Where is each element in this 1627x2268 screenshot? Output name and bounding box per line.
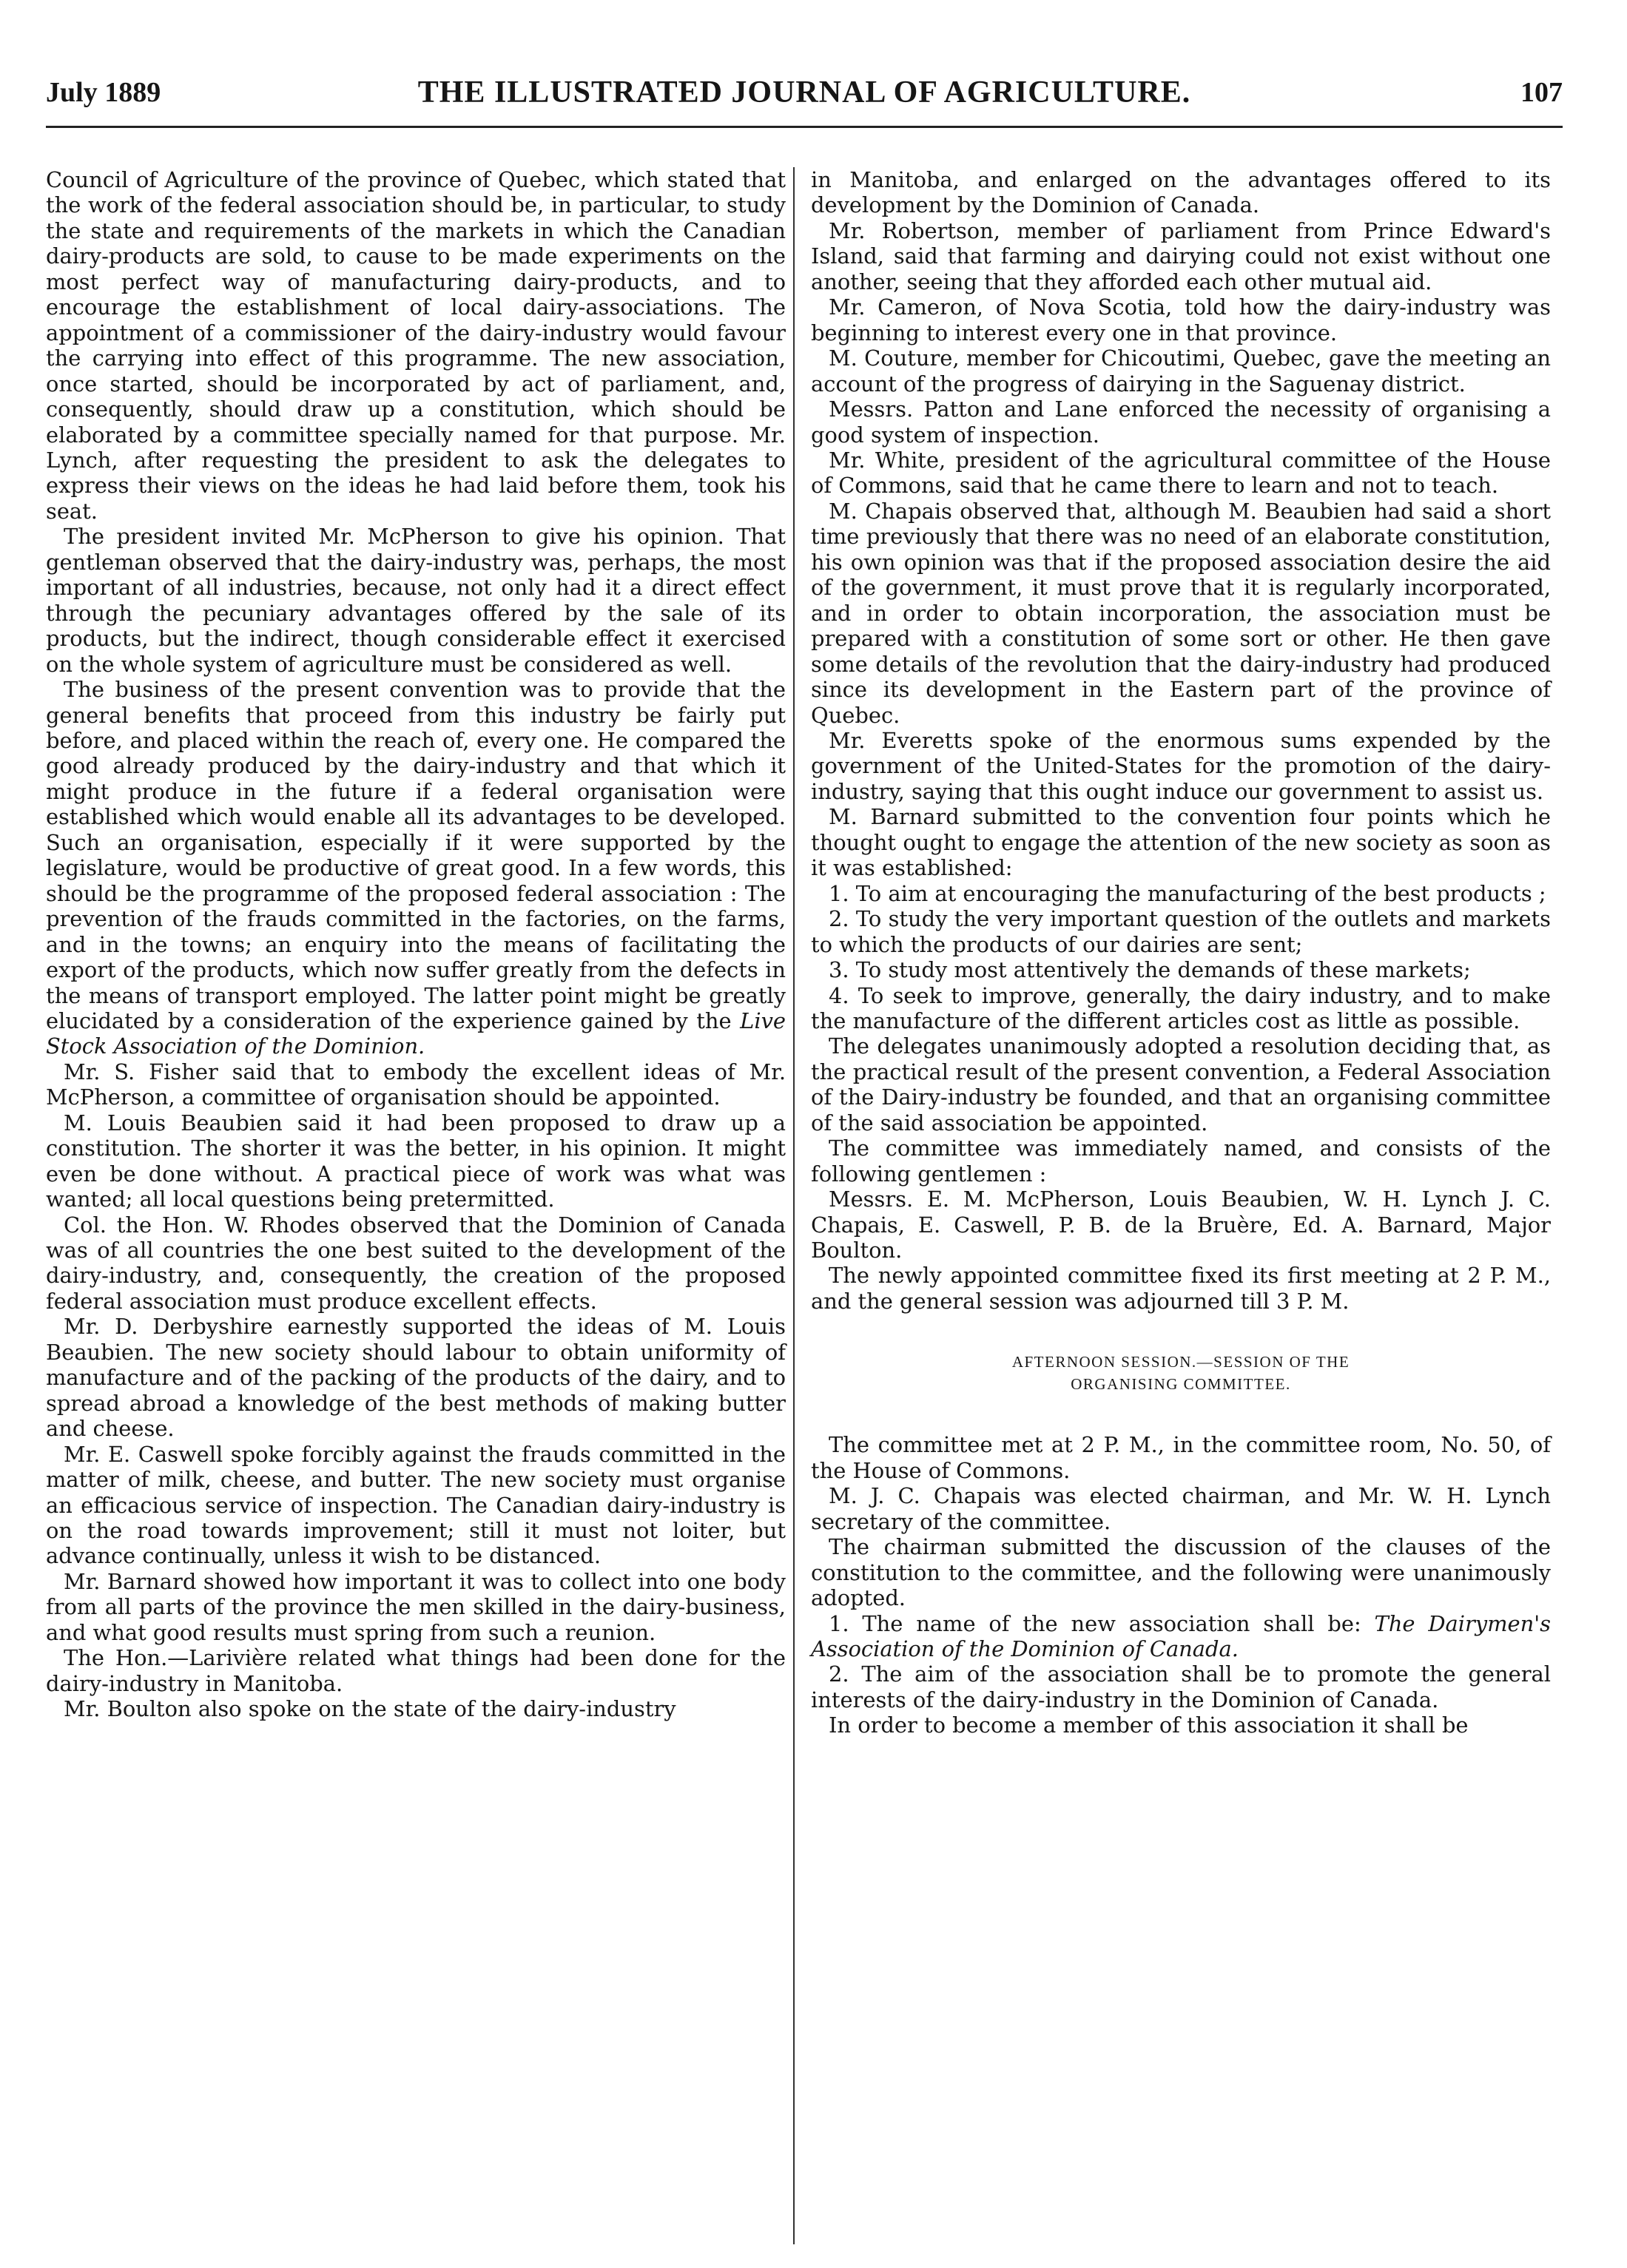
paragraph: Mr. Boulton also spoke on the state of the dairy-industry xyxy=(64,1696,676,1722)
paragraph: Mr. S. Fisher said that to embody the excellent ideas of Mr. McPherson, a committee of organisation should be appointed. xyxy=(46,1059,786,1110)
paragraph: The Hon.—Larivière related what things had been done for the dairy-industry in Manitoba. xyxy=(46,1645,786,1696)
page-header xyxy=(46,74,1563,111)
paragraph: Mr. Cameron, of Nova Scotia, told how the dairy-industry was beginning to interest every one in that province. xyxy=(811,294,1551,345)
paragraph-text: 1. The name of the new association shall be: xyxy=(829,1610,1375,1636)
paragraph: The committee was immediately named, and consists of the following gentlemen : xyxy=(811,1135,1551,1187)
paragraph: in Manitoba, and enlarged on the advantages offered to its development by the Dominion of Canada. xyxy=(811,167,1551,218)
page-number: 107 xyxy=(1520,77,1563,108)
paragraph: The delegates unanimously adopted a resolution deciding that, as the practical result of the present convention, a Federal Association of the Dairy-industry be founded, and that an organising committee of the said association be appointed. xyxy=(811,1033,1551,1135)
list-item: 2. To study the very important question of the outlets and markets to which the products of our dairies are sent; xyxy=(811,906,1551,957)
paragraph: Council of Agriculture of the province of Quebec, which stated that the work of the federal association should be, in particular, to study the state and requirements of the markets in which the Canadian dairy-products are sold, to cause to be made experiments on the most perfect way of manufacturing dairy-products, and to encourage the establishment of local dairy-associations. The appointment of a commissioner of the dairy-industry would favour the carrying into effect of this programme. The new association, once started, should be incorporated by act of parliament, and, consequently, should draw up a constitution, which should be elaborated by a committee specially named for that purpose. Mr. Lynch, after requesting the president to ask the delegates to express their views on the ideas he had laid before them, took his seat. xyxy=(46,167,786,524)
paragraph: Mr. Everetts spoke of the enormous sums expended by the government of the United-States for the promotion of the dairy-industry, saying that this ought induce our government to assist us. xyxy=(811,727,1551,804)
right-column xyxy=(811,167,1551,1738)
paragraph: M. Couture, member for Chicoutimi, Quebec, gave the meeting an account of the progress of dairying in the Saguenay district. xyxy=(811,345,1551,396)
column-divider xyxy=(793,167,795,2244)
section-heading-line: AFTERNOON SESSION.—SESSION OF THE xyxy=(1011,1353,1350,1371)
paragraph: In order to become a member of this association it shall be xyxy=(829,1712,1469,1738)
paragraph: Mr. Robertson, member of parliament from Prince Edward's Island, said that farming and dairying could not exist without one another, seeing that they afforded each other mutual aid. xyxy=(811,217,1551,294)
paragraph: Mr. E. Caswell spoke forcibly against the frauds committed in the matter of milk, cheese, and butter. The new society must organise an efficacious service of inspection. The Canadian dairy-industry is on the road towards improvement; still it must not loiter, but advance continually, unless it wish to be distanced. xyxy=(46,1441,786,1569)
list-item: 4. To seek to improve, generally, the dairy industry, and to make the manufacture of the different articles cost as little as possible. xyxy=(811,982,1551,1033)
header-rule xyxy=(46,126,1563,128)
paragraph: The president invited Mr. McPherson to give his opinion. That gentleman observed that the dairy-industry was, perhaps, the most important of all industries, because, not only had it a direct effect through the pecuniary advantages offered by the sale of its products, but the indirect, though considerable effect it exercised on the whole system of agriculture must be considered as well. xyxy=(46,524,786,677)
paragraph-text: The business of the present convention was to provide that the general benefits that proceed from this industry be fairly put before, and placed within the reach of, every one. He compared the good already produced by the dairy-industry and that which it might produce in the future if a federal organisation were established which would enable all its advantages to be developed. Such an organisation, especially if it were supported by the legislature, would be productive of great good. In a few words, this should be the programme of the proposed federal association : The prevention of the frauds committed in the factories, on the farms, and in the towns; an enquiry into the means of facilitating the export of the products, which now suffer greatly from the defects in the means of transport employed. The latter point might be greatly elucidated by a consideration of the experience gained by the xyxy=(46,677,786,1033)
paragraph: 2. The aim of the association shall be to promote the general interests of the dairy-industry in the Dominion of Canada. xyxy=(811,1661,1551,1712)
paragraph xyxy=(811,1611,1551,1662)
left-column xyxy=(46,167,786,1722)
paragraph: M. Louis Beaubien said it had been proposed to draw up a constitution. The shorter it was the better, in his opinion. It might even be done without. A practical piece of work was what was wanted; all local questions being pretermitted. xyxy=(46,1110,786,1212)
paragraph: Messrs. E. M. McPherson, Louis Beaubien, W. H. Lynch J. C. Chapais, E. Caswell, P. B. de la Bruère, Ed. A. Barnard, Major Boulton. xyxy=(811,1187,1551,1263)
paragraph: Mr. White, president of the agricultural committee of the House of Commons, said that he came there to learn and not to teach. xyxy=(811,447,1551,499)
paragraph: Mr. Barnard showed how important it was to collect into one body from all parts of the province the men skilled in the dairy-business, and what good results must spring from such a reunion. xyxy=(46,1568,786,1645)
paragraph: Col. the Hon. W. Rhodes observed that the Dominion of Canada was of all countries the one best suited to the development of the dairy-industry, and, consequently, the creation of the proposed federal association must produce excellent effects. xyxy=(46,1212,786,1314)
section-heading xyxy=(811,1351,1551,1395)
paragraph: M. Barnard submitted to the convention four points which he thought ought to engage the attention of the new society as soon as it was established: xyxy=(811,804,1551,881)
list-item: 3. To study most attentively the demands of these markets; xyxy=(829,957,1471,983)
paragraph: Messrs. Patton and Lane enforced the necessity of organising a good system of inspection. xyxy=(811,396,1551,448)
italic-association-name: Live Stock Association of the Dominion. xyxy=(46,1008,786,1059)
italic-association-name: The Dairymen's Association of the Dominion of Canada. xyxy=(811,1610,1551,1662)
journal-title: THE ILLUSTRATED JOURNAL OF AGRICULTURE. xyxy=(417,75,1191,109)
paragraph: The chairman submitted the discussion of the clauses of the constitution to the committee, and the following were unanimously adopted. xyxy=(811,1534,1551,1611)
paragraph: M. J. C. Chapais was elected chairman, and Mr. W. H. Lynch secretary of the committee. xyxy=(811,1483,1551,1534)
paragraph xyxy=(46,677,786,1059)
paragraph: Mr. D. Derbyshire earnestly supported the ideas of M. Louis Beaubien. The new society should labour to obtain uniformity of manufacture and of the packing of the products of the dairy, and to spread abroad a knowledge of the best methods of making butter and cheese. xyxy=(46,1314,786,1442)
section-heading-line: ORGANISING COMMITTEE. xyxy=(1071,1375,1291,1394)
issue-date: July 1889 xyxy=(46,77,161,108)
list-item: 1. To aim at encouraging the manufacturing of the best products ; xyxy=(829,880,1546,906)
paragraph: M. Chapais observed that, although M. Beaubien had said a short time previously that there was no need of an elaborate constitution, his own opinion was that if the proposed association desire the aid of the government, it must prove that it is regularly incorporated, and in order to obtain incorporation, the association must be prepared with a constitution of some sort or other. He then gave some details of the revolution that the dairy-industry had produced since its development in the Eastern part of the province of Quebec. xyxy=(811,498,1551,728)
paragraph: The newly appointed committee fixed its first meeting at 2 P. M., and the general session was adjourned till 3 P. M. xyxy=(811,1263,1551,1314)
paragraph: The committee met at 2 P. M., in the committee room, No. 50, of the House of Commons. xyxy=(811,1432,1551,1483)
